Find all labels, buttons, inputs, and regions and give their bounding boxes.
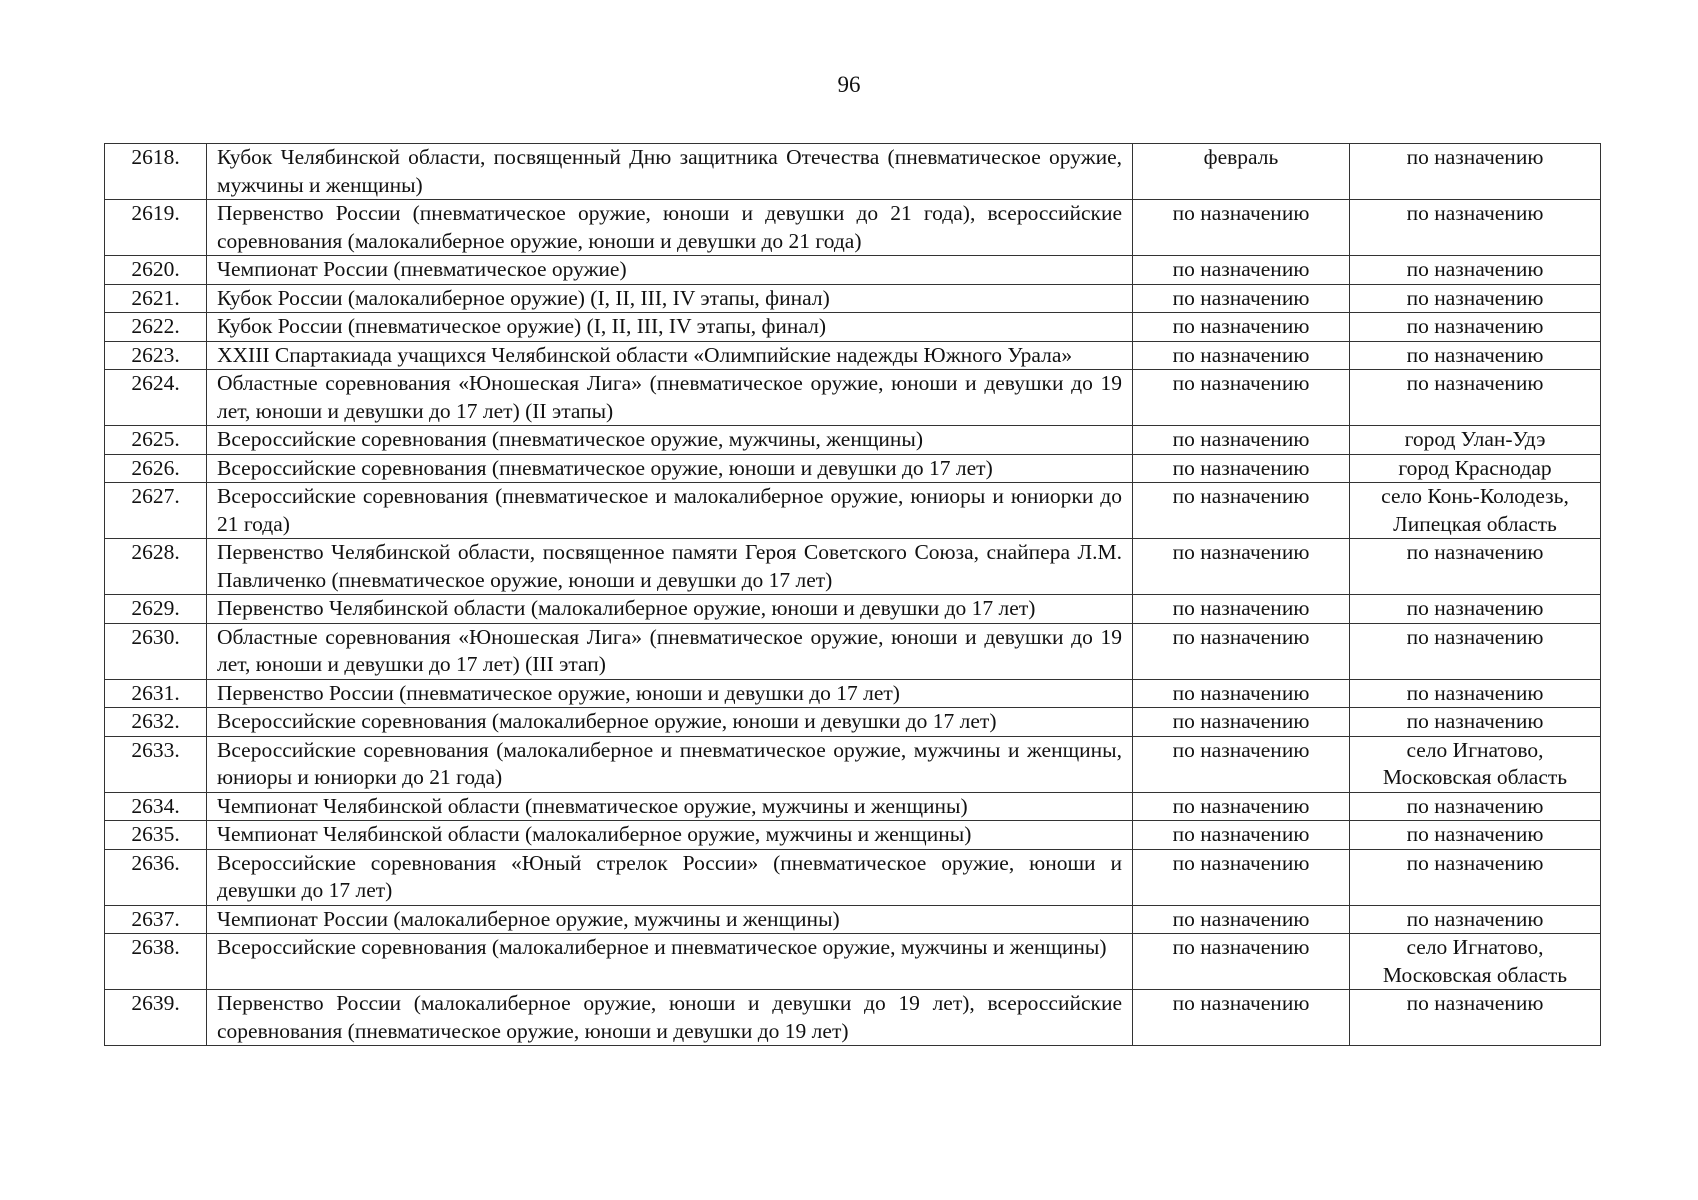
table-row <box>105 792 1601 821</box>
row-number: 2626. <box>105 454 207 483</box>
event-place <box>1350 708 1601 737</box>
event-name: Первенство Челябинской области, посвященное памяти Героя Советского Союза, снайпера Л.М. Павличенко (пневматическое оружие, юноши и девушки до 17 лет) <box>207 539 1133 595</box>
table-row <box>105 539 1601 595</box>
event-name: Кубок России (пневматическое оружие) (I, II, III, IV этапы, финал) <box>207 313 1133 342</box>
table-row <box>105 849 1601 905</box>
event-place-line: по назначению <box>1406 680 1544 705</box>
event-date: по назначению <box>1133 736 1350 792</box>
event-date: по назначению <box>1133 539 1350 595</box>
event-date: по назначению <box>1133 595 1350 624</box>
event-place <box>1350 370 1601 426</box>
event-place <box>1350 990 1601 1046</box>
event-place <box>1350 736 1601 792</box>
table-row <box>105 200 1601 256</box>
event-date: по назначению <box>1133 679 1350 708</box>
event-name: Всероссийские соревнования (малокалиберное и пневматическое оружие, мужчины и женщины) <box>207 934 1133 990</box>
event-name: Чемпионат Челябинской области (малокалиберное оружие, мужчины и женщины) <box>207 821 1133 850</box>
event-place <box>1350 454 1601 483</box>
event-date: по назначению <box>1133 313 1350 342</box>
row-number: 2629. <box>105 595 207 624</box>
table-row <box>105 284 1601 313</box>
event-date: по назначению <box>1133 708 1350 737</box>
event-place-line: город Краснодар <box>1398 455 1552 480</box>
event-date: по назначению <box>1133 792 1350 821</box>
event-name: Первенство России (пневматическое оружие, юноши и девушки до 21 года), всероссийские соревнования (малокалиберное оружие, юноши и девушки до 21 года) <box>207 200 1133 256</box>
table-row <box>105 144 1601 200</box>
event-place <box>1350 426 1601 455</box>
events-table-body <box>105 144 1601 1046</box>
row-number: 2632. <box>105 708 207 737</box>
event-date: по назначению <box>1133 623 1350 679</box>
event-place-line: по назначению <box>1406 371 1544 395</box>
event-place-line: по назначению <box>1406 596 1544 620</box>
event-place <box>1350 905 1601 934</box>
event-place <box>1350 256 1601 285</box>
table-row <box>105 426 1601 455</box>
event-place-line: село Конь-Колодезь, <box>1381 484 1569 508</box>
event-place <box>1350 792 1601 821</box>
row-number: 2621. <box>105 284 207 313</box>
event-place <box>1350 849 1601 905</box>
row-number: 2623. <box>105 341 207 370</box>
event-place-line: по назначению <box>1406 906 1544 931</box>
event-date: по назначению <box>1133 905 1350 934</box>
row-number: 2633. <box>105 736 207 792</box>
table-row <box>105 313 1601 342</box>
event-place <box>1350 821 1601 850</box>
table-row <box>105 454 1601 483</box>
event-place-line: по назначению <box>1406 314 1544 338</box>
row-number: 2630. <box>105 623 207 679</box>
event-place-line: по назначению <box>1406 342 1544 367</box>
events-table <box>104 143 1601 1046</box>
event-place-line: по назначению <box>1406 709 1544 733</box>
event-place <box>1350 539 1601 595</box>
row-number: 2634. <box>105 792 207 821</box>
event-place-line: село Игнатово, <box>1406 935 1544 959</box>
event-date: по назначению <box>1133 284 1350 313</box>
event-place <box>1350 623 1601 679</box>
row-number: 2639. <box>105 990 207 1046</box>
row-number: 2628. <box>105 539 207 595</box>
event-place-line: по назначению <box>1406 145 1544 169</box>
table-row <box>105 821 1601 850</box>
row-number: 2635. <box>105 821 207 850</box>
table-row <box>105 990 1601 1046</box>
event-place-line: Московская область <box>1382 962 1568 987</box>
table-row <box>105 623 1601 679</box>
event-date: по назначению <box>1133 990 1350 1046</box>
row-number: 2620. <box>105 256 207 285</box>
event-name: Первенство России (малокалиберное оружие, юноши и девушки до 19 лет), всероссийские соревнования (пневматическое оружие, юноши и девушки до 19 лет) <box>207 990 1133 1046</box>
event-place-line: город Улан-Удэ <box>1404 427 1546 451</box>
event-name: Областные соревнования «Юношеская Лига» (пневматическое оружие, юноши и девушки до 19 лет, юноши и девушки до 17 лет) (II этапы) <box>207 370 1133 426</box>
event-place-line: Московская область <box>1382 765 1568 789</box>
row-number: 2636. <box>105 849 207 905</box>
row-number: 2622. <box>105 313 207 342</box>
row-number: 2618. <box>105 144 207 200</box>
table-row <box>105 708 1601 737</box>
table-row <box>105 905 1601 934</box>
event-place <box>1350 284 1601 313</box>
table-row <box>105 370 1601 426</box>
event-date: по назначению <box>1133 370 1350 426</box>
event-place <box>1350 934 1601 990</box>
table-row <box>105 934 1601 990</box>
event-place <box>1350 679 1601 708</box>
event-name: Всероссийские соревнования (малокалиберное и пневматическое оружие, мужчины и женщины, юниоры и юниорки до 21 года) <box>207 736 1133 792</box>
event-place <box>1350 483 1601 539</box>
event-place-line: по назначению <box>1406 257 1544 281</box>
event-place <box>1350 200 1601 256</box>
event-date: по назначению <box>1133 426 1350 455</box>
table-row <box>105 679 1601 708</box>
event-name: Чемпионат Челябинской области (пневматическое оружие, мужчины и женщины) <box>207 792 1133 821</box>
row-number: 2637. <box>105 905 207 934</box>
table-row <box>105 341 1601 370</box>
event-date: по назначению <box>1133 341 1350 370</box>
event-date: по назначению <box>1133 454 1350 483</box>
event-date: по назначению <box>1133 256 1350 285</box>
page-number: 96 <box>837 72 861 97</box>
event-name: Областные соревнования «Юношеская Лига» (пневматическое оружие, юноши и девушки до 19 лет, юноши и девушки до 17 лет) (III этап) <box>207 623 1133 679</box>
row-number: 2624. <box>105 370 207 426</box>
event-place-line: по назначению <box>1406 822 1544 846</box>
event-date: по назначению <box>1133 483 1350 539</box>
event-place-line: по назначению <box>1406 201 1544 225</box>
event-date: февраль <box>1133 144 1350 200</box>
row-number: 2625. <box>105 426 207 455</box>
event-date: по назначению <box>1133 821 1350 850</box>
event-name: Всероссийские соревнования (пневматическое и малокалиберное оружие, юниоры и юниорки до 21 года) <box>207 483 1133 539</box>
event-place <box>1350 595 1601 624</box>
event-place-line: по назначению <box>1406 624 1544 649</box>
row-number: 2627. <box>105 483 207 539</box>
event-name: Всероссийские соревнования (пневматическое оружие, мужчины, женщины) <box>207 426 1133 455</box>
event-place <box>1350 144 1601 200</box>
event-name: Первенство Челябинской области (малокалиберное оружие, юноши и девушки до 17 лет) <box>207 595 1133 624</box>
event-name: Всероссийские соревнования «Юный стрелок России» (пневматическое оружие, юноши и девушки до 17 лет) <box>207 849 1133 905</box>
event-place <box>1350 341 1601 370</box>
event-place-line: по назначению <box>1406 850 1544 875</box>
event-place-line: Липецкая область <box>1393 511 1557 536</box>
event-place-line: по назначению <box>1406 793 1544 818</box>
event-place-line: по назначению <box>1406 991 1544 1015</box>
event-name: Кубок Челябинской области, посвященный Дню защитника Отечества (пневматическое оружие, мужчины и женщины) <box>207 144 1133 200</box>
event-place-line: по назначению <box>1406 285 1544 310</box>
event-name: Первенство России (пневматическое оружие, юноши и девушки до 17 лет) <box>207 679 1133 708</box>
row-number: 2638. <box>105 934 207 990</box>
event-name: Кубок России (малокалиберное оружие) (I, II, III, IV этапы, финал) <box>207 284 1133 313</box>
event-date: по назначению <box>1133 849 1350 905</box>
table-row <box>105 736 1601 792</box>
table-row <box>105 595 1601 624</box>
row-number: 2631. <box>105 679 207 708</box>
event-date: по назначению <box>1133 934 1350 990</box>
row-number: 2619. <box>105 200 207 256</box>
event-name: XXIII Спартакиада учащихся Челябинской области «Олимпийские надежды Южного Урала» <box>207 341 1133 370</box>
table-row <box>105 483 1601 539</box>
event-name: Всероссийские соревнования (малокалиберное оружие, юноши и девушки до 17 лет) <box>207 708 1133 737</box>
event-name: Всероссийские соревнования (пневматическое оружие, юноши и девушки до 17 лет) <box>207 454 1133 483</box>
event-place <box>1350 313 1601 342</box>
event-name: Чемпионат России (малокалиберное оружие, мужчины и женщины) <box>207 905 1133 934</box>
event-name: Чемпионат России (пневматическое оружие) <box>207 256 1133 285</box>
event-date: по назначению <box>1133 200 1350 256</box>
event-place-line: по назначению <box>1406 540 1544 564</box>
table-row <box>105 256 1601 285</box>
event-place-line: село Игнатово, <box>1406 737 1544 762</box>
